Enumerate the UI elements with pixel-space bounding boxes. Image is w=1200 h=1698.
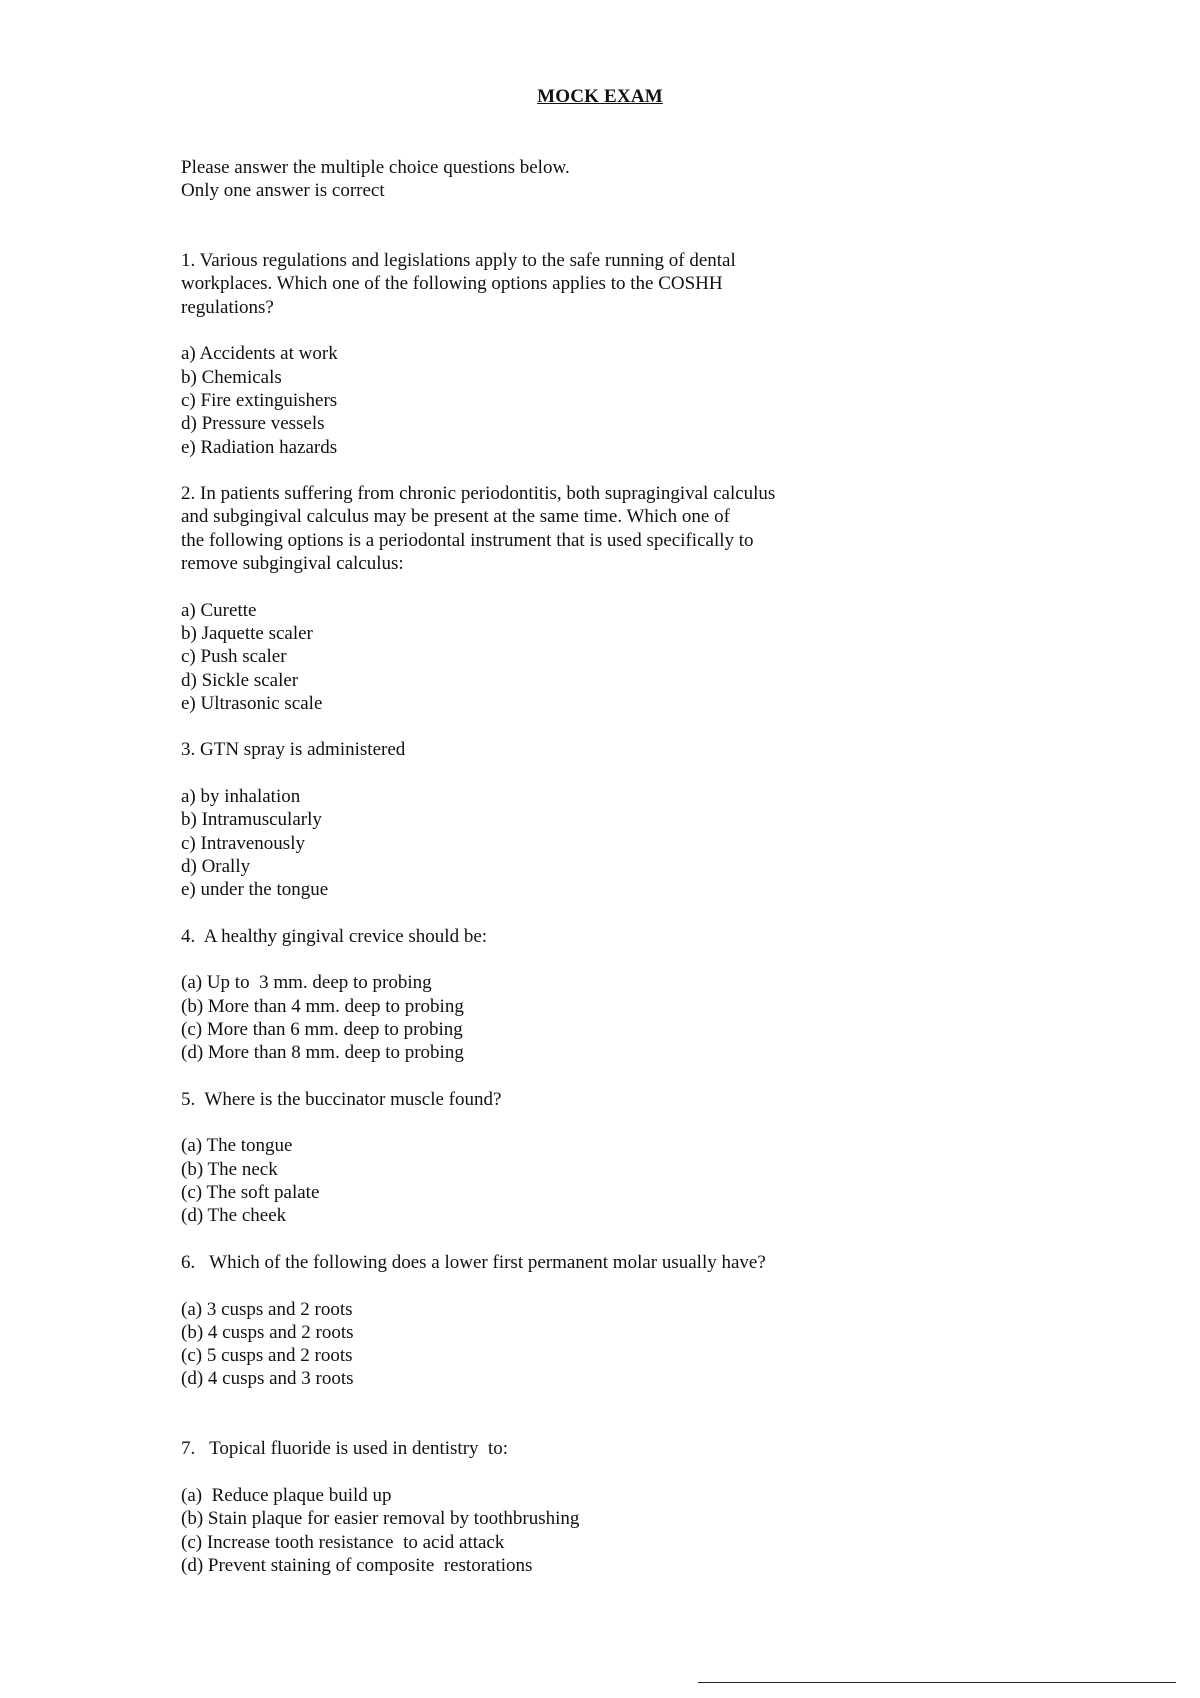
question-text: the following options is a periodontal instrument that is used specifically to	[181, 529, 754, 551]
question-1	[181, 249, 861, 459]
answer-option: e) Radiation hazards	[181, 436, 338, 458]
answer-option: (d) The cheek	[181, 1205, 287, 1227]
answer-option: (a) The tongue	[181, 1135, 293, 1157]
answer-option: (d) Prevent staining of composite restorations	[181, 1554, 533, 1576]
question-7	[181, 1437, 861, 1577]
instruction-line: Only one answer is correct	[181, 180, 385, 202]
answer-option: c) Fire extinguishers	[181, 389, 338, 411]
page-title: MOCK EXAM	[537, 86, 663, 107]
instructions	[181, 156, 861, 203]
answer-option: (c) More than 6 mm. deep to probing	[181, 1018, 463, 1040]
answer-option: e) Ultrasonic scale	[181, 692, 323, 714]
answer-option: a) by inhalation	[181, 786, 301, 808]
answer-option: b) Intramuscularly	[181, 809, 322, 831]
answer-option: e) under the tongue	[181, 879, 329, 901]
answer-option: c) Intravenously	[181, 832, 305, 854]
question-text: workplaces. Which one of the following options applies to the COSHH	[181, 273, 723, 295]
answer-option: (a) 3 cusps and 2 roots	[181, 1298, 353, 1320]
answer-option: d) Pressure vessels	[181, 413, 325, 435]
answer-option: (b) More than 4 mm. deep to probing	[181, 995, 464, 1017]
answer-option: (a) Up to 3 mm. deep to probing	[181, 972, 432, 994]
answer-option: (b) 4 cusps and 2 roots	[181, 1321, 354, 1343]
answer-option: (d) More than 8 mm. deep to probing	[181, 1042, 464, 1064]
answer-option: d) Orally	[181, 855, 251, 877]
answer-option: d) Sickle scaler	[181, 669, 299, 691]
answer-option: (b) Stain plaque for easier removal by toothbrushing	[181, 1508, 580, 1530]
answer-option: (c) The soft palate	[181, 1182, 320, 1204]
question-text: 3. GTN spray is administered	[181, 739, 406, 761]
question-text: 6. Which of the following does a lower first permanent molar usually have?	[181, 1251, 766, 1273]
answer-option: a) Accidents at work	[181, 343, 338, 365]
answer-option: a) Curette	[181, 599, 257, 621]
question-5	[181, 1088, 861, 1228]
answer-option: (c) 5 cusps and 2 roots	[181, 1345, 353, 1367]
question-text: 5. Where is the buccinator muscle found?	[181, 1088, 502, 1110]
answer-option: b) Chemicals	[181, 366, 282, 388]
answer-option: (a) Reduce plaque build up	[181, 1484, 392, 1506]
question-text: remove subgingival calculus:	[181, 553, 404, 575]
answer-option: (b) The neck	[181, 1158, 278, 1180]
question-4	[181, 925, 861, 1065]
question-text: and subgingival calculus may be present at the same time. Which one of	[181, 506, 730, 528]
answer-option: c) Push scaler	[181, 646, 287, 668]
question-6	[181, 1251, 861, 1391]
question-text: 7. Topical fluoride is used in dentistry to:	[181, 1438, 509, 1460]
question-text: 4. A healthy gingival crevice should be:	[181, 925, 488, 947]
question-text: 2. In patients suffering from chronic periodontitis, both supragingival calculus	[181, 483, 776, 505]
instruction-line: Please answer the multiple choice questions below.	[181, 157, 570, 178]
answer-option: b) Jaquette scaler	[181, 622, 313, 644]
footer-divider	[698, 1682, 1176, 1683]
question-text: regulations?	[181, 296, 274, 318]
answer-option: (d) 4 cusps and 3 roots	[181, 1368, 354, 1390]
question-text: 1. Various regulations and legislations apply to the safe running of dental	[181, 250, 736, 272]
question-2	[181, 482, 861, 715]
question-3	[181, 738, 861, 901]
answer-option: (c) Increase tooth resistance to acid attack	[181, 1531, 505, 1553]
exam-content	[181, 156, 861, 1577]
